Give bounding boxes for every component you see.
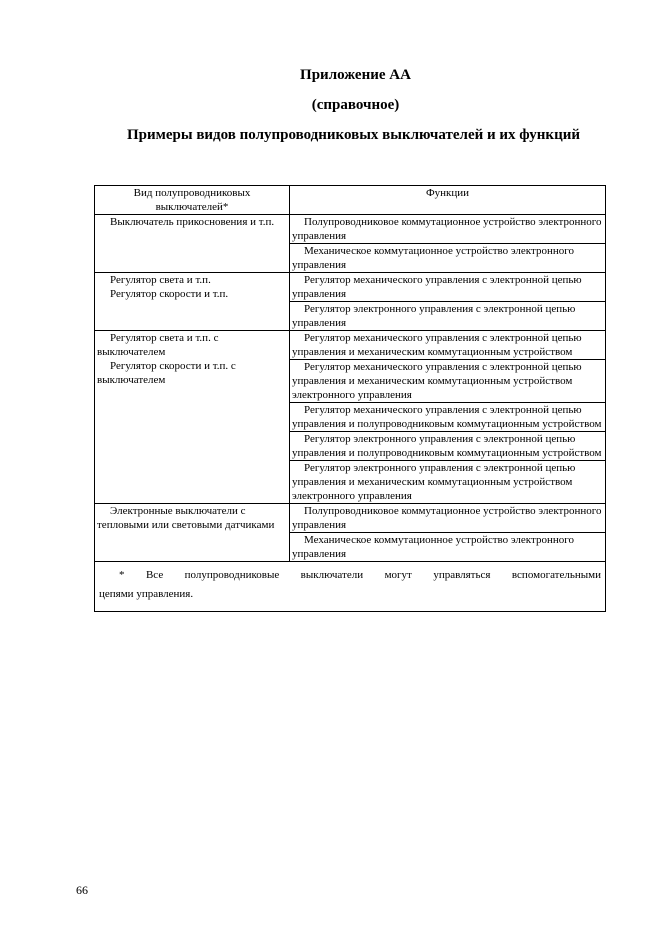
column-header-kind: Вид полупроводниковых выключателей* xyxy=(95,186,290,215)
switch-kind-cell xyxy=(95,331,290,504)
function-cell: Регулятор механического управления с электронной цепью управления и полупроводниковым коммутационным устройством xyxy=(290,403,606,432)
page-title: Примеры видов полупроводниковых выключателей и их функций xyxy=(126,127,580,143)
switch-kind-cell xyxy=(95,215,290,273)
switch-kind-text: Электронные выключатели с тепловыми или световыми датчиками xyxy=(97,505,275,531)
footnote-cell xyxy=(95,562,606,612)
table-footnote-row xyxy=(95,562,606,612)
table-row xyxy=(95,331,606,360)
switch-kind-cell xyxy=(95,504,290,562)
function-cell: Регулятор электронного управления с электронной цепью управления xyxy=(290,302,606,331)
switch-kind-cell xyxy=(95,273,290,331)
table-row xyxy=(95,215,606,244)
switch-kind-text: Регулятор скорости и т.п. xyxy=(110,288,229,300)
function-cell: Полупроводниковое коммутационное устройство электронного управления xyxy=(290,215,606,244)
function-cell: Регулятор механического управления с электронной цепью управления xyxy=(290,273,606,302)
switch-kind-text: Регулятор света и т.п. xyxy=(110,274,211,286)
appendix-heading: Приложение АА xyxy=(300,67,411,83)
function-cell: Механическое коммутационное устройство электронного управления xyxy=(290,533,606,562)
switch-kind-text: Регулятор скорости и т.п. с выключателем xyxy=(97,360,236,386)
function-cell: Регулятор механического управления с электронной цепью управления и механическим коммутационным устройством электронного управления xyxy=(290,360,606,403)
switch-kind-text: Выключатель прикосновения и т.п. xyxy=(110,216,275,228)
function-cell: Регулятор электронного управления с электронной цепью управления и полупроводниковым коммутационным устройством xyxy=(290,432,606,461)
column-header-functions: Функции xyxy=(290,186,606,215)
footnote-line: * Все полупроводниковые выключатели могут управляться вспомогательными xyxy=(119,569,601,581)
function-cell: Регулятор механического управления с электронной цепью управления и механическим коммутационным устройством xyxy=(290,331,606,360)
function-cell: Полупроводниковое коммутационное устройство электронного управления xyxy=(290,504,606,533)
appendix-status: (справочное) xyxy=(311,97,400,113)
table-row xyxy=(95,504,606,533)
table-row xyxy=(95,273,606,302)
page-number: 66 xyxy=(76,883,88,897)
function-cell: Механическое коммутационное устройство электронного управления xyxy=(290,244,606,273)
footnote-line: цепями управления. xyxy=(99,588,194,600)
switch-kind-text: Регулятор света и т.п. с выключателем xyxy=(97,332,219,358)
switch-types-table xyxy=(94,185,606,612)
function-cell: Регулятор электронного управления с электронной цепью управления и механическим коммутационным устройством электронного управления xyxy=(290,461,606,504)
